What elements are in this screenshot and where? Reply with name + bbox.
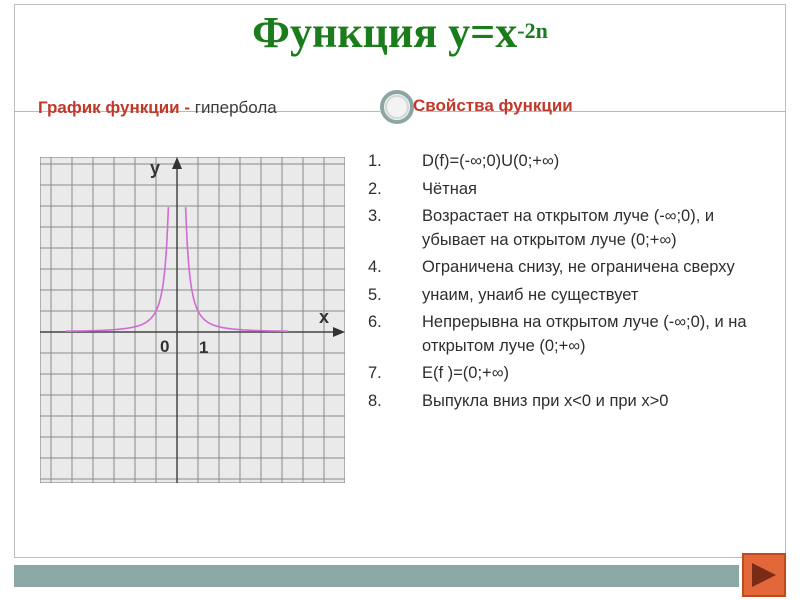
property-number: 3.: [368, 207, 382, 225]
properties-heading: Свойства функции: [413, 96, 573, 115]
title-exponent: -2n: [517, 18, 548, 43]
property-item: [368, 205, 778, 252]
property-text: Непрерывна на открытом луче (-∞;0), и на открытом луче (0;+∞): [422, 313, 747, 355]
property-text: Возрастает на открытом луче (-∞;0), и убывает на открытом луче (0;+∞): [422, 207, 715, 249]
property-item: [368, 178, 778, 202]
property-number: 8.: [368, 391, 382, 410]
y-axis-label: y: [150, 158, 161, 178]
property-text: унаим, унаиб не существует: [422, 285, 639, 304]
property-text: Чётная: [422, 179, 477, 198]
property-item: [368, 256, 778, 280]
property-number: 7.: [368, 364, 382, 382]
play-triangle-icon: [749, 560, 779, 590]
property-item: [368, 150, 778, 174]
property-number: 5.: [368, 285, 382, 304]
property-item: [368, 362, 778, 386]
property-text: Выпукла вниз при x<0 и при x>0: [422, 391, 669, 410]
next-slide-button[interactable]: [742, 553, 786, 597]
graph-heading-rest: гипербола: [190, 98, 277, 117]
property-number: 1.: [368, 152, 382, 170]
property-number: 2.: [368, 179, 382, 198]
property-item: [368, 284, 778, 308]
properties-list: [368, 150, 778, 417]
property-item: [368, 390, 778, 414]
unit-label: 1: [199, 338, 209, 357]
bottom-bar: [14, 565, 739, 587]
slide-title: [0, 8, 800, 58]
property-number: 6.: [368, 313, 382, 331]
property-text: D(f)=(-∞;0)U(0;+∞): [422, 152, 560, 170]
title-main: Функция y=x: [252, 8, 518, 57]
origin-label: 0: [160, 337, 170, 356]
property-text: E(f )=(0;+∞): [422, 364, 509, 382]
x-axis-label: x: [319, 307, 330, 327]
circle-ring-inner: [385, 95, 409, 119]
property-text: Ограничена снизу, не ограничена сверху: [422, 258, 735, 276]
property-number: 4.: [368, 258, 382, 276]
function-graph: [40, 157, 345, 483]
graph-heading-bold: График функции -: [38, 98, 191, 117]
graph-heading: [38, 98, 277, 118]
property-item: [368, 311, 778, 358]
